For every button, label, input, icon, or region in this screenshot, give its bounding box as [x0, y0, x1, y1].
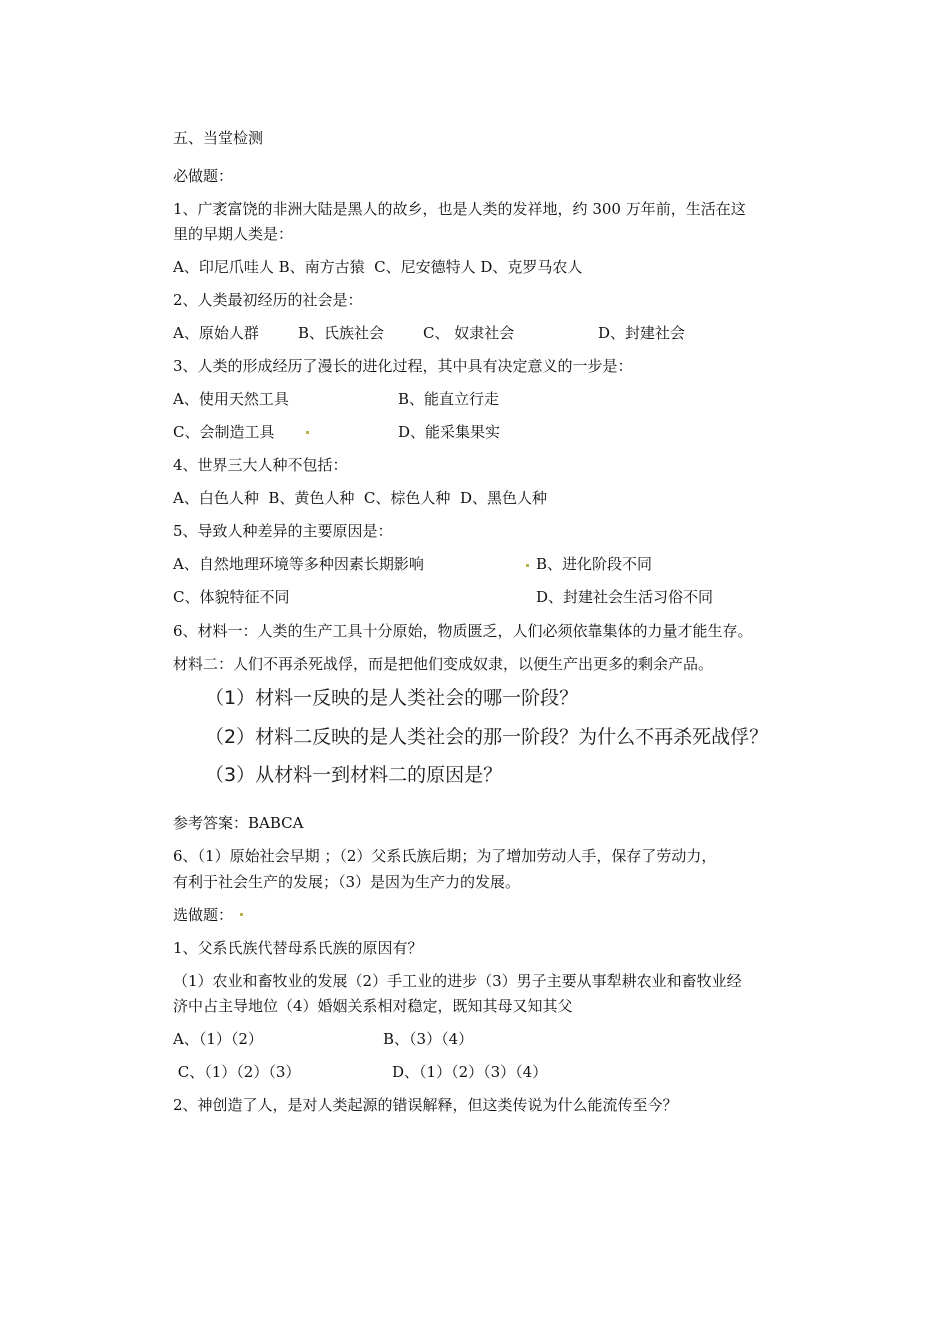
decor-dot — [240, 913, 243, 916]
q4-text: 4、世界三大人种不包括： — [173, 456, 348, 474]
q6-material1: 6、材料一：人类的生产工具十分原始，物质匮乏，人们必须依靠集体的力量才能生存。 — [173, 622, 753, 640]
q6-sub1: （1）材料一反映的是人类社会的哪一阶段？ — [205, 687, 579, 709]
q2-text: 2、人类最初经历的社会是： — [173, 291, 363, 309]
q5-text: 5、导致人种差异的主要原因是： — [173, 522, 393, 540]
q6-material2: 材料二：人们不再杀死战俘，而是把他们变成奴隶，以便生产出更多的剩余产品。 — [173, 655, 714, 673]
oq1-option-a: A、（1）（2） — [173, 1030, 263, 1048]
q6-sub3: （3）从材料一到材料二的原因是？ — [205, 764, 503, 786]
q4-options: A、白色人种 B、黄色人种 C、棕色人种 D、黑色人种 — [173, 489, 547, 507]
oq1-statement-line1: （1）农业和畜牧业的发展（2）手工业的进步（3）男子主要从事犁耕农业和畜牧业经 — [173, 972, 742, 990]
q1-line2: 里的早期人类是： — [173, 225, 294, 243]
q6-sub2: （2）材料二反映的是人类社会的那一阶段？为什么不再杀死战俘？ — [205, 726, 769, 748]
answers-label: 参考答案：BABCA — [173, 814, 304, 832]
required-label: 必做题： — [173, 167, 234, 185]
q2-option-a: A、原始人群 — [173, 324, 259, 342]
answers-q6-line1: 6、（1）原始社会早期 ；（2）父系氏族后期；为了增加劳动人手，保存了劳动力， — [173, 847, 717, 865]
oq1-option-c: C、（1）（2）（3） — [173, 1063, 301, 1081]
decor-dot — [526, 564, 529, 567]
q2-option-d: D、封建社会 — [598, 324, 686, 342]
q3-option-c: C、会制造工具 — [173, 423, 275, 441]
answers-q6-line2: 有利于社会生产的发展；（3）是因为生产力的发展。 — [173, 873, 521, 891]
q3-option-a: A、使用天然工具 — [173, 390, 289, 408]
section-title: 五、当堂检测 — [173, 129, 264, 147]
q1-options: A、印尼爪哇人 B、南方古猿 C、尼安德特人 D、克罗马农人 — [173, 258, 583, 276]
oq2-text: 2、神创造了人，是对人类起源的错误解释，但这类传说为什么能流传至今？ — [173, 1096, 678, 1114]
q2-option-b: B、氏族社会 — [298, 324, 385, 342]
decor-dot — [306, 431, 309, 434]
q5-option-b: B、进化阶段不同 — [536, 555, 653, 573]
q5-option-a: A、自然地理环境等多种因素长期影响 — [173, 555, 424, 573]
q1-line1: 1、广袤富饶的非洲大陆是黑人的故乡，也是人类的发祥地，约 300 万年前，生活在这 — [173, 200, 746, 218]
oq1-option-d: D、（1）（2）（3）（4） — [392, 1063, 548, 1081]
q3-option-b: B、能直立行走 — [398, 390, 500, 408]
q3-option-d: D、能采集果实 — [398, 423, 501, 441]
optional-label: 选做题： — [173, 906, 234, 924]
q5-option-d: D、封建社会生活习俗不同 — [536, 588, 714, 606]
oq1-statement-line2: 济中占主导地位（4）婚姻关系相对稳定，既知其母又知其父 — [173, 997, 573, 1015]
q3-text: 3、人类的形成经历了漫长的进化过程，其中具有决定意义的一步是： — [173, 357, 633, 375]
q2-option-c: C、 奴隶社会 — [423, 324, 515, 342]
oq1-option-b: B、（3）（4） — [383, 1030, 474, 1048]
oq1-text: 1、父系氏族代替母系氏族的原因有？ — [173, 939, 423, 957]
q5-option-c: C、体貌特征不同 — [173, 588, 290, 606]
